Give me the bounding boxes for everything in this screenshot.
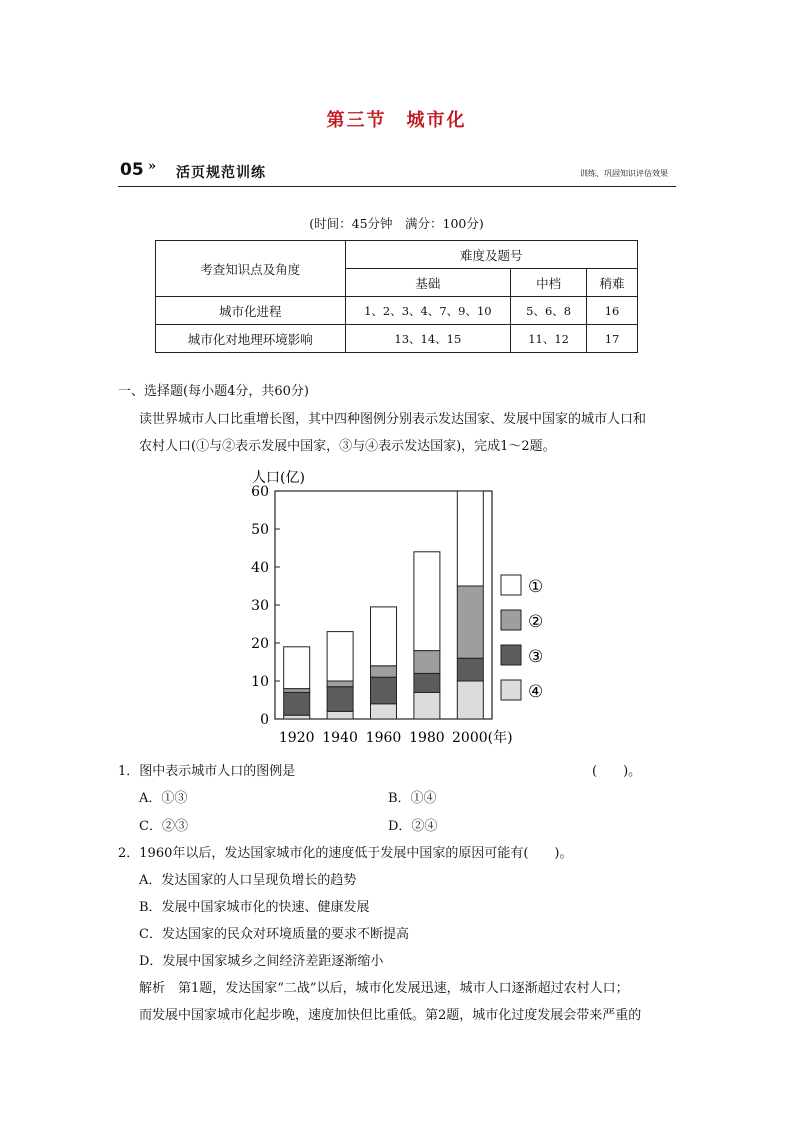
q2-option-b: B．发展中国家城市化的快速、健康发展 xyxy=(139,900,370,915)
intro-line-2: 农村人口(①与②表示发展中国家，③与④表示发达国家)，完成1～2题。 xyxy=(139,439,556,454)
section-label: 活页规范训练 xyxy=(176,165,266,181)
x-tick-label: 1980 xyxy=(409,730,445,746)
bar-segment-2000-1 xyxy=(457,681,483,719)
x-tick-label: 1920 xyxy=(278,730,315,746)
analysis-line-1: 解析 第1题，发达国家“二战”以后，城市化发展迅速，城市人口逐渐超过农村人口； xyxy=(139,981,629,996)
legend-label: ④ xyxy=(528,682,544,702)
knowledge-table xyxy=(155,240,638,353)
bar-segment-1920-3 xyxy=(284,689,310,693)
bar-segment-1980-4 xyxy=(414,552,440,651)
q2-option-a: A．发达国家的人口呈现负增长的趋势 xyxy=(139,873,357,888)
section-heading: 一、选择题(每小题4分，共60分) xyxy=(118,384,309,399)
bar-segment-1920-1 xyxy=(284,715,310,719)
header-hard: 稍难 xyxy=(587,269,638,297)
x-tick-label: 1940 xyxy=(322,730,358,746)
q1-option-c: C．②③ xyxy=(139,819,188,834)
header-topic: 考查知识点及角度 xyxy=(156,241,346,297)
time-info: (时间：45分钟 满分：100分) xyxy=(309,216,484,231)
bar-segment-2000-2 xyxy=(457,658,483,681)
table-row xyxy=(156,297,638,325)
bar-segment-1980-3 xyxy=(414,651,440,674)
cell-hard: 17 xyxy=(587,325,638,353)
q2-stem: 2．1960年以后，发达国家城市化的速度低于发展中国家的原因可能有( )。 xyxy=(118,846,573,861)
y-axis-ticks xyxy=(251,484,280,728)
bar-segment-2000-3 xyxy=(457,586,483,658)
cell-basic: 1、2、3、4、7、9、10 xyxy=(345,297,511,325)
y-tick-label: 40 xyxy=(251,560,269,576)
bar-segment-1960-3 xyxy=(371,666,397,677)
chart-legend xyxy=(501,575,543,702)
bar-segment-1940-1 xyxy=(327,711,353,719)
bar-segment-1980-1 xyxy=(414,692,440,719)
y-axis-label: 人口(亿) xyxy=(252,470,305,486)
q1-option-d: D．②④ xyxy=(388,819,438,834)
bar-segment-1940-4 xyxy=(327,632,353,681)
y-tick-label: 50 xyxy=(251,522,269,538)
bar-segment-1960-2 xyxy=(371,677,397,704)
legend-swatch xyxy=(501,680,521,700)
bar-segment-1940-3 xyxy=(327,681,353,687)
bar-segment-1960-4 xyxy=(371,607,397,666)
cell-basic: 13、14、15 xyxy=(345,325,511,353)
intro-line-1: 读世界城市人口比重增长图，其中四种图例分别表示发达国家、发展中国家的城市人口和 xyxy=(139,412,647,427)
bar-segment-1960-1 xyxy=(371,704,397,719)
x-tick-label: 2000(年) xyxy=(452,730,513,746)
population-chart xyxy=(240,460,560,750)
y-tick-label: 0 xyxy=(260,712,269,728)
analysis-line-2: 而发展中国家城市化起步晚，速度加快但比重低。第2题，城市化过度发展会带来严重的 xyxy=(139,1008,642,1023)
cell-hard: 16 xyxy=(587,297,638,325)
bar-segment-1940-2 xyxy=(327,687,353,712)
cell-mid: 5、6、8 xyxy=(511,297,587,325)
q1-stem: 1．图中表示城市人口的图例是 xyxy=(118,764,296,779)
q2-option-d: D．发展中国家城乡之间经济差距逐渐缩小 xyxy=(139,954,384,969)
table-row xyxy=(156,325,638,353)
y-tick-label: 10 xyxy=(251,674,269,690)
chart-bars xyxy=(284,491,484,719)
q2-option-c: C．发达国家的民众对环境质量的要求不断提高 xyxy=(139,927,409,942)
table-header-row xyxy=(156,241,638,269)
cell-topic: 城市化对地理环境影响 xyxy=(156,325,346,353)
bar-segment-1920-2 xyxy=(284,692,310,715)
legend-swatch xyxy=(501,645,521,665)
legend-swatch xyxy=(501,575,521,595)
q1-option-a: A．①③ xyxy=(139,791,188,806)
y-tick-label: 20 xyxy=(251,636,269,652)
section-number: 05 xyxy=(120,160,144,180)
y-tick-label: 60 xyxy=(251,484,269,500)
cell-topic: 城市化进程 xyxy=(156,297,346,325)
cell-mid: 11、12 xyxy=(511,325,587,353)
q1-option-b: B．①④ xyxy=(388,791,437,806)
header-difficulty: 难度及题号 xyxy=(345,241,637,269)
page-title: 第三节 城市化 xyxy=(326,110,467,131)
bar-segment-1980-2 xyxy=(414,673,440,692)
y-tick-label: 30 xyxy=(251,598,269,614)
header-basic: 基础 xyxy=(345,269,511,297)
q1-blank: ( )。 xyxy=(592,764,642,779)
x-tick-label: 1960 xyxy=(365,730,402,746)
section-subtitle: 训练、巩固知识评估效果 xyxy=(580,169,668,178)
section-banner xyxy=(118,156,676,187)
header-mid: 中档 xyxy=(511,269,587,297)
x-axis-ticks xyxy=(279,729,513,746)
legend-swatch xyxy=(501,610,521,630)
bar-segment-1920-4 xyxy=(284,647,310,689)
legend-label: ③ xyxy=(528,647,544,667)
chevron-right-icon: » xyxy=(148,159,157,174)
bar-segment-2000-4 xyxy=(457,491,483,586)
legend-label: ② xyxy=(528,612,544,632)
legend-label: ① xyxy=(528,577,544,597)
